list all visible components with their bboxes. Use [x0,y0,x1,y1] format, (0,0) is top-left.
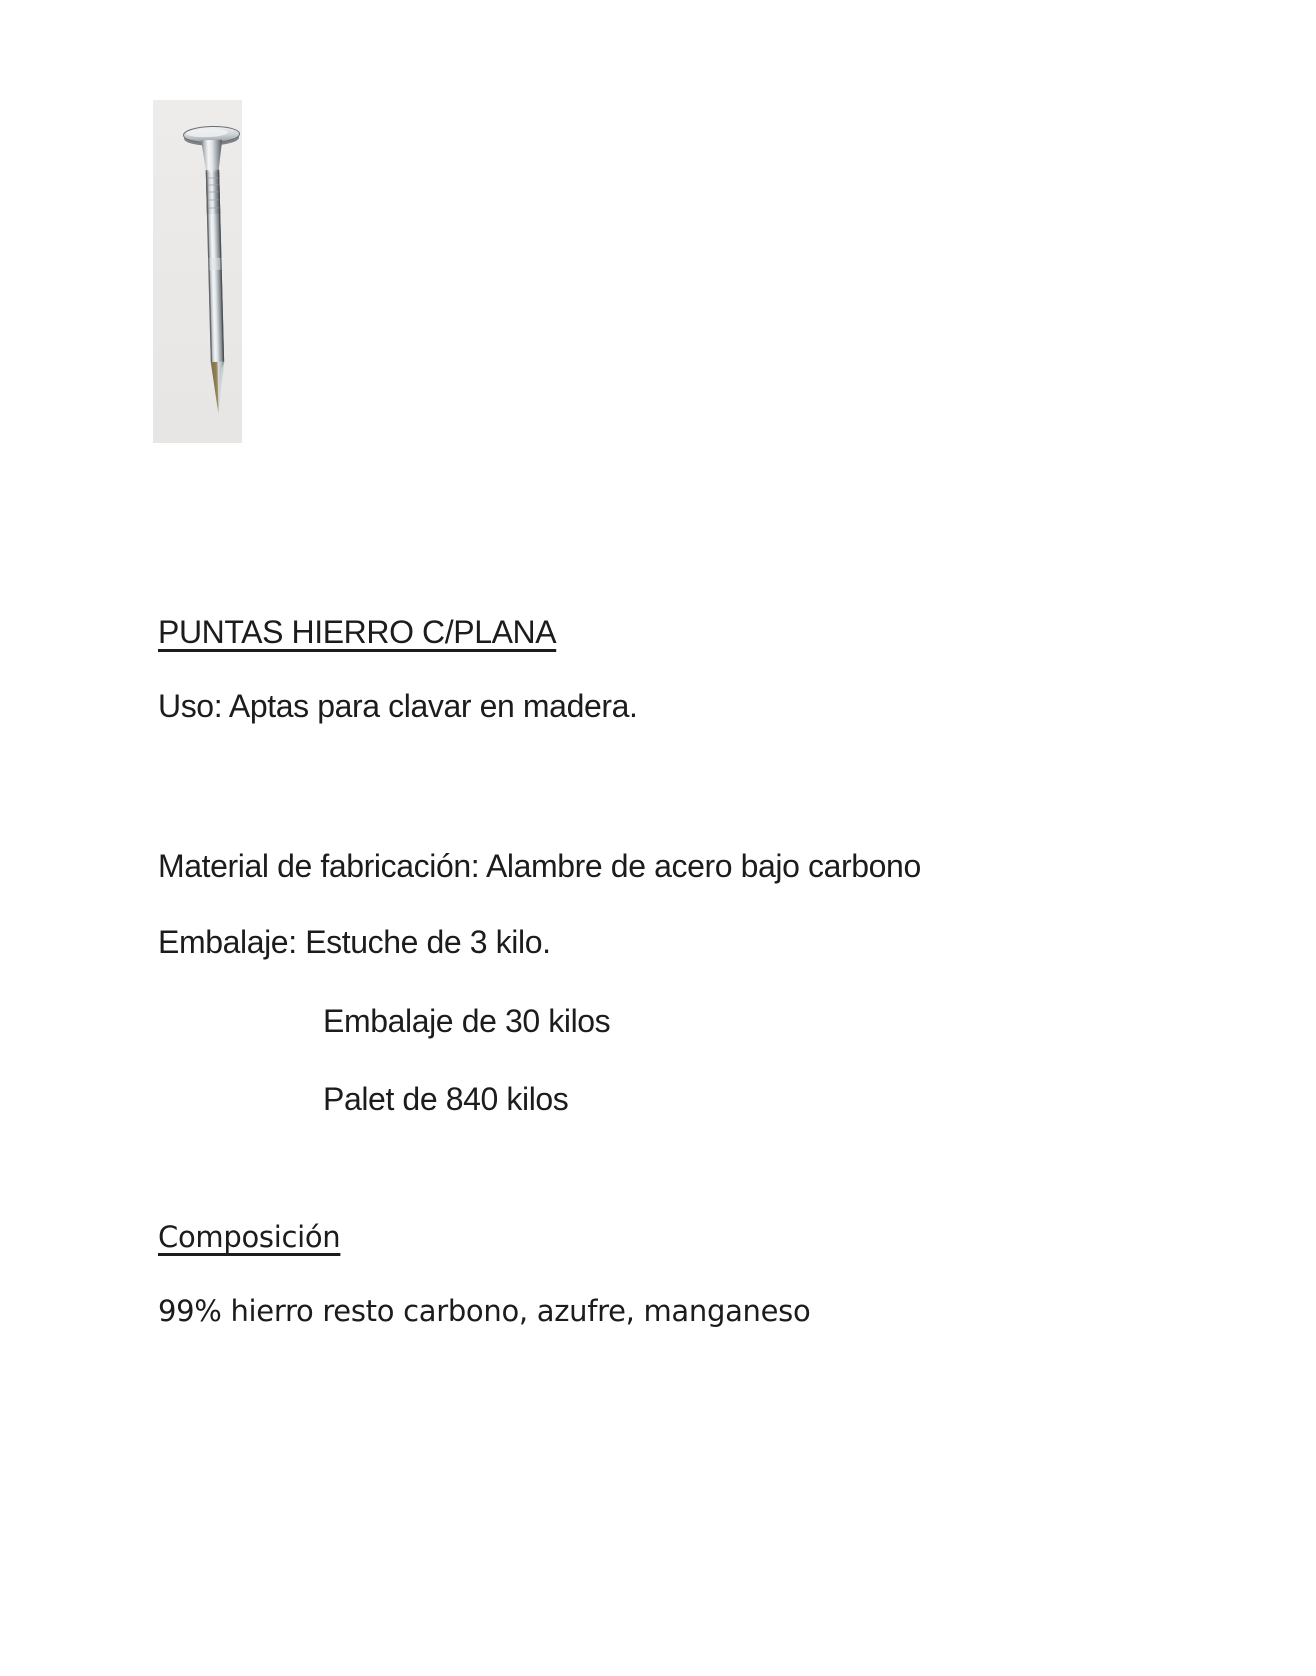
composicion-heading: Composición [158,1220,341,1254]
uso-paragraph: Uso: Aptas para clavar en madera. [158,688,638,724]
nail-photo [153,100,242,443]
embalaje-sub-line-30kg: Embalaje de 30 kilos [323,1003,611,1039]
product-title: PUNTAS HIERRO C/PLANA [158,614,557,650]
material-paragraph: Material de fabricación: Alambre de acero bajo carbono [158,848,921,884]
composicion-paragraph: 99% hierro resto carbono, azufre, manganeso [158,1294,811,1328]
nail-illustration [153,100,242,443]
embalaje-paragraph: Embalaje: Estuche de 3 kilo. [158,924,551,960]
embalaje-sub-line-palet: Palet de 840 kilos [323,1081,569,1117]
